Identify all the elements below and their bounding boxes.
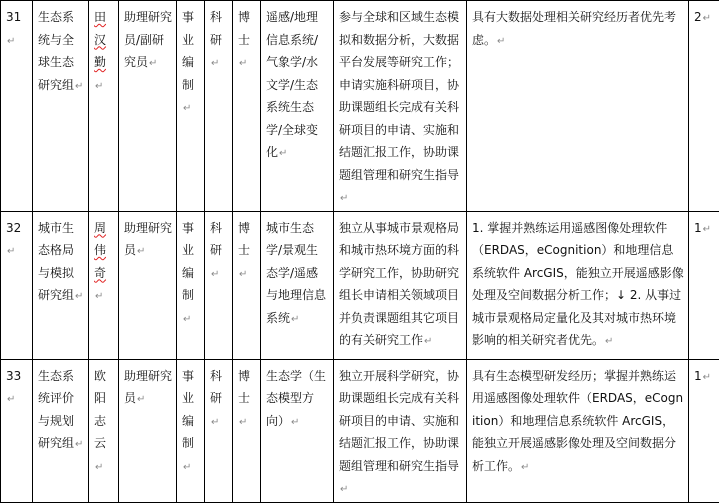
table-row	[1, 1, 719, 212]
count-cell: 1↵	[689, 211, 719, 359]
tutor-cell: 田汉勤↵	[89, 1, 119, 212]
employment-type-cell: 事业编制↵	[177, 359, 205, 502]
tutor-cell: 周伟奇↵	[89, 211, 119, 359]
duties-cell: 独立开展科学研究，协助课题组长完成有关科研项目的申请、实施和结题汇报工作，协助课题组管理和研究生指导↵	[334, 359, 467, 502]
row-number-cell: 31↵	[1, 1, 33, 212]
title-cell: 助理研究员↵	[119, 359, 177, 502]
count-cell: 1↵	[689, 359, 719, 502]
table-row	[1, 359, 719, 502]
major-cell: 城市生态学/景观生态学/遥感与地理信息系统↵	[261, 211, 334, 359]
requirements-cell: 1. 掌握并熟练运用遥感图像处理软件（ERDAS，eCognition）和地理信息系统软件 ArcGIS，能独立开展遥感影像处理及空间数据分析工作；↓ 2. 从事过城市景观格局定量化及其对城市热环境影响的相关研究者优先。↵	[467, 211, 689, 359]
requirements-cell: 具有生态模型研发经历；掌握并熟练运用遥感图像处理软件（ERDAS，eCognition）和地理信息系统软件 ArcGIS，能独立开展遥感影像处理及空间数据分析工作。↵	[467, 359, 689, 502]
row-number-cell: 32↵	[1, 211, 33, 359]
tutor-cell: 欧阳志云↵	[89, 359, 119, 502]
duties-cell: 参与全球和区域生态模拟和数据分析，大数据平台发展等研究工作；申请实施科研项目，协助课题组长完成有关科研项目的申请、实施和结题汇报工作，协助课题组管理和研究生指导↵	[334, 1, 467, 212]
table-row	[1, 211, 719, 359]
degree-cell: 博士↵	[233, 359, 261, 502]
count-cell: 2↵	[689, 1, 719, 212]
degree-cell: 博士↵	[233, 211, 261, 359]
category-cell: 科研↵	[205, 211, 233, 359]
degree-cell: 博士↵	[233, 1, 261, 212]
category-cell: 科研↵	[205, 1, 233, 212]
unit-cell: 城市生态格局与模拟研究组↵	[33, 211, 89, 359]
unit-cell: 生态系统评价与规划研究组↵	[33, 359, 89, 502]
unit-cell: 生态系统与全球生态研究组↵	[33, 1, 89, 212]
employment-type-cell: 事业编制↵	[177, 211, 205, 359]
major-cell: 遥感/地理信息系统/气象学/水文学/生态系统生态学/全球变化↵	[261, 1, 334, 212]
row-number-cell: 33↵	[1, 359, 33, 502]
duties-cell: 独立从事城市景观格局和城市热环境方面的科学研究工作，协助研究组长申请相关领域项目并负责课题组其它项目的有关研究工作↵	[334, 211, 467, 359]
category-cell: 科研↵	[205, 359, 233, 502]
requirements-cell: 具有大数据处理相关研究经历者优先考虑。↵	[467, 1, 689, 212]
title-cell: 助理研究员↵	[119, 211, 177, 359]
major-cell: 生态学（生态模型方向）↵	[261, 359, 334, 502]
employment-type-cell: 事业编制↵	[177, 1, 205, 212]
title-cell: 助理研究员/副研究员↵	[119, 1, 177, 212]
